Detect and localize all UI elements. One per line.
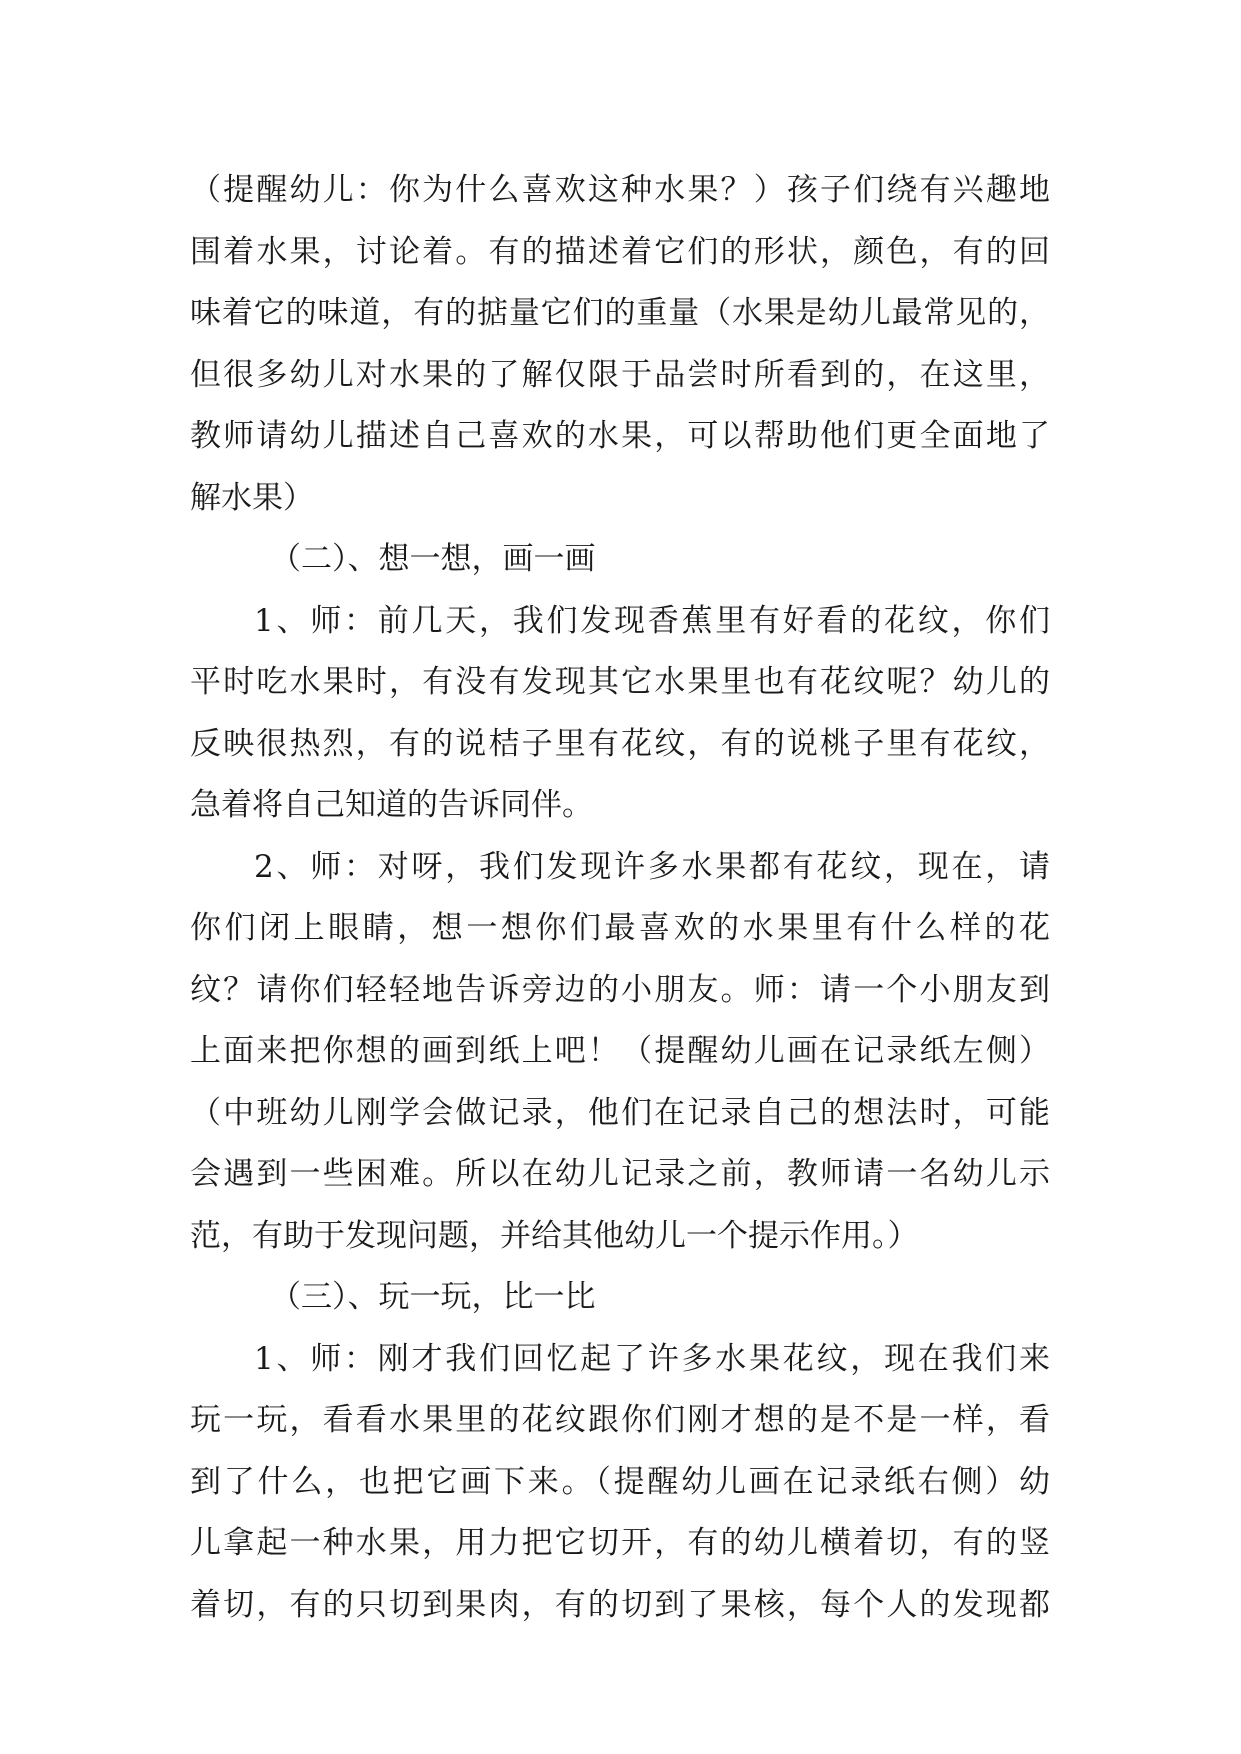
body-line-18: 范，有助于发现问题，并给其他幼儿一个提示作用。） [190, 1217, 919, 1254]
body-line-10: 反映很热烈，有的说桔子里有花纹，有的说桃子里有花纹， [190, 725, 1050, 762]
body-line-22: 到了什么，也把它画下来。（提醒幼儿画在记录纸右侧）幼 [190, 1463, 1050, 1500]
section-heading-2: （二）、想一想，画一画 [270, 541, 596, 577]
body-line-1: （提醒幼儿：你为什么喜欢这种水果？）孩子们绕有兴趣地 [190, 172, 1050, 208]
body-line-14: 纹？请你们轻轻地告诉旁边的小朋友。师：请一个小朋友到 [190, 971, 1050, 1008]
body-line-23: 儿拿起一种水果，用力把它切开，有的幼儿横着切，有的竖 [190, 1525, 1050, 1561]
document-body [190, 160, 1050, 1636]
body-line-6: 解水果） [190, 479, 314, 516]
body-line-16: （中班幼儿刚学会做记录，他们在记录自己的想法时，可能 [190, 1094, 1050, 1131]
section-heading-3: （三）、玩一玩，比一比 [270, 1279, 596, 1315]
body-line-12: 2、师：对呀，我们发现许多水果都有花纹，现在，请 [254, 848, 1050, 885]
body-line-24: 着切，有的只切到果肉，有的切到了果核，每个人的发现都 [190, 1586, 1050, 1623]
body-line-5: 教师请幼儿描述自己喜欢的水果，可以帮助他们更全面地了 [190, 418, 1050, 454]
body-line-3: 味着它的味道，有的掂量它们的重量（水果是幼儿最常见的， [190, 295, 1050, 331]
body-line-8: 1、师：前几天，我们发现香蕉里有好看的花纹，你们 [254, 602, 1050, 639]
body-line-15: 上面来把你想的画到纸上吧！（提醒幼儿画在记录纸左侧） [190, 1033, 1050, 1069]
body-line-20: 1、师：刚才我们回忆起了许多水果花纹，现在我们来 [254, 1340, 1050, 1377]
body-line-11: 急着将自己知道的告诉同伴。 [190, 787, 593, 823]
body-line-9: 平时吃水果时，有没有发现其它水果里也有花纹呢？幼儿的 [190, 664, 1050, 700]
body-line-17: 会遇到一些困难。所以在幼儿记录之前，教师请一名幼儿示 [190, 1156, 1050, 1192]
body-line-21: 玩一玩，看看水果里的花纹跟你们刚才想的是不是一样，看 [190, 1402, 1050, 1438]
body-line-2: 围着水果，讨论着。有的描述着它们的形状，颜色，有的回 [190, 233, 1050, 270]
body-line-4: 但很多幼儿对水果的了解仅限于品尝时所看到的，在这里， [190, 356, 1050, 393]
body-line-13: 你们闭上眼睛，想一想你们最喜欢的水果里有什么样的花 [190, 910, 1050, 946]
